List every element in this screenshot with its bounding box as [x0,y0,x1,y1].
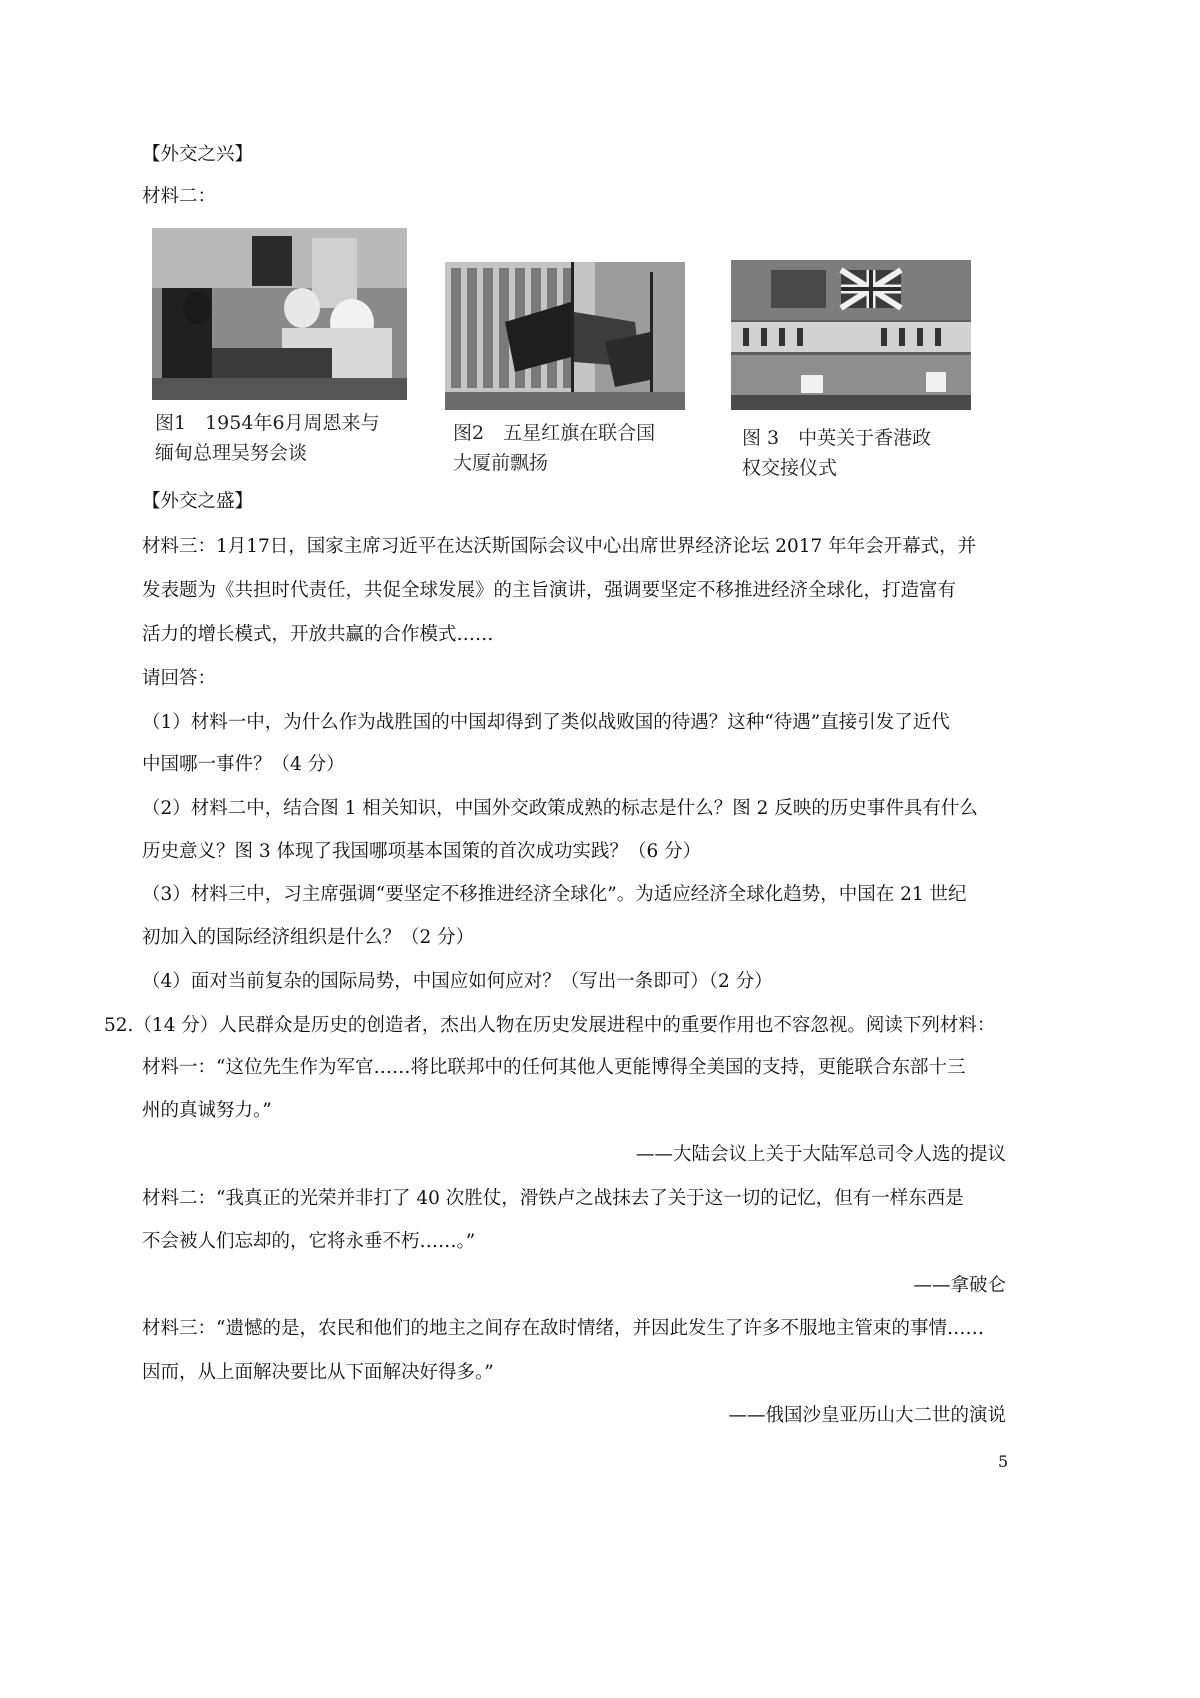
question-2-line-1: （2）材料二中，结合图 1 相关知识，中国外交政策成熟的标志是什么？图 2 反映的历史事件具有什么 [142,798,978,819]
figure-3-caption [742,423,972,483]
figure-2-caption-line-1: 图2 五星红旗在联合国 [453,422,656,444]
figure-2-caption-line-2: 大厦前飘扬 [453,452,549,474]
material-2-label: 材料二： [142,186,217,207]
figure-2-photo [445,262,685,410]
figure-1-caption [155,408,405,468]
answer-prompt: 请回答： [142,668,217,689]
figure-1-photo [152,228,407,400]
material-3-line-3: 活力的增长模式，开放共赢的合作模式…… [142,624,494,645]
q52-material-3-source: ——俄国沙皇亚历山大二世的演说 [728,1405,1006,1426]
figure-3-caption-line-2: 权交接仪式 [742,457,838,479]
question-1-line-1: （1）材料一中，为什么作为战胜国的中国却得到了类似战败国的待遇？这种“待遇”直接引发了近代 [142,712,950,733]
q52-material-1-source: ——大陆会议上关于大陆军总司令人选的提议 [635,1144,1006,1165]
question-3-line-1: （3）材料三中，习主席强调“要坚定不移推进经济全球化”。为适应经济全球化趋势，中国在 21 世纪 [142,884,967,905]
figure-3-photo [731,260,971,410]
question-52-stem: 52.（14 分）人民群众是历史的创造者，杰出人物在历史发展进程中的重要作用也不容忽视。阅读下列材料： [104,1015,996,1036]
section-title-sheng: 【外交之盛】 [142,491,254,512]
union-jack-flag [841,270,901,308]
figure-3-caption-line-1: 图 3 中英关于香港政 [742,427,932,449]
q52-material-1-line-2: 州的真诚努力。” [142,1100,272,1121]
q52-material-3-line-2: 因而，从上面解决要比从下面解决好得多。” [142,1362,494,1383]
q52-material-2-line-2: 不会被人们忘却的，它将永垂不朽……。” [142,1231,476,1252]
material-3-line-1: 材料三：1月17日，国家主席习近平在达沃斯国际会议中心出席世界经济论坛 2017 年年会开幕式，并 [142,536,977,557]
question-4: （4）面对当前复杂的国际局势，中国应如何应对？（写出一条即可）（2 分） [142,971,773,992]
figure-1-caption-line-2: 缅甸总理吴努会谈 [155,442,308,464]
figure-2-caption [453,418,683,478]
figure-1-caption-line-1: 图1 1954年6月周恩来与 [155,412,380,434]
page-number: 5 [998,1452,1009,1471]
q52-material-1-line-1: 材料一：“这位先生作为军官……将比联邦中的任何其他人更能博得全美国的支持，更能联合东部十三 [142,1057,966,1078]
q52-material-2-source: ——拿破仑 [913,1275,1006,1296]
question-3-line-2: 初加入的国际经济组织是什么？（2 分） [142,927,475,948]
q52-material-3-line-1: 材料三：“遗憾的是，农民和他们的地主之间存在敌时情绪，并因此发生了许多不服地主管束的事情…… [142,1318,984,1339]
q52-material-2-line-1: 材料二：“我真正的光荣并非打了 40 次胜仗，滑铁卢之战抹去了关于这一切的记忆，但有一样东西是 [142,1188,964,1209]
question-2-line-2: 历史意义？图 3 体现了我国哪项基本国策的首次成功实践？（6 分） [142,841,702,862]
section-title-xing: 【外交之兴】 [142,144,254,165]
question-1-line-2: 中国哪一事件？（4 分） [142,754,345,775]
material-3-line-2: 发表题为《共担时代责任，共促全球发展》的主旨演讲，强调要坚定不移推进经济全球化，打造富有 [142,580,957,601]
